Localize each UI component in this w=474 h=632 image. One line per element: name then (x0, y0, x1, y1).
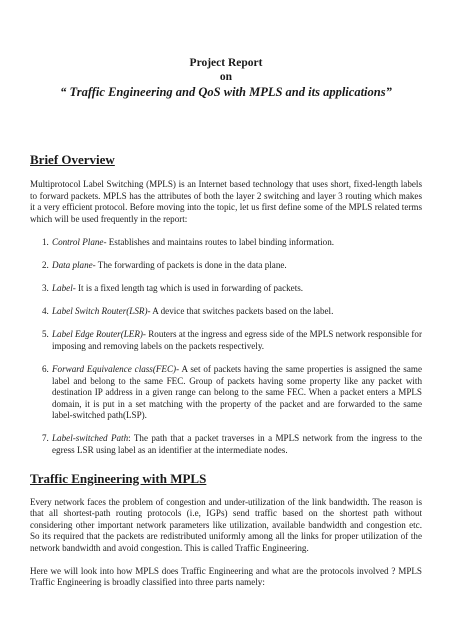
item-number: 3. (42, 283, 49, 294)
report-title: “ Traffic Engineering and QoS with MPLS and its applications” (60, 85, 392, 99)
item-number: 7. (42, 433, 49, 444)
mpls-te-paragraph: Here we will look into how MPLS does Traffic Engineering and what are the protocols involved ? MPLS Traffic Engineering is broadly classified into three parts namely: (30, 565, 422, 588)
item-number: 5. (42, 329, 49, 340)
item-number: 4. (42, 306, 49, 317)
item-term: Label Edge Router(LER) (52, 329, 143, 340)
item-description: - A device that switches packets based on the label. (147, 306, 334, 317)
list-item (30, 283, 422, 295)
item-description: - Routers at the ingress and egress side of the MPLS network responsible for imposing and removing labels on the packets respectively. (52, 329, 422, 351)
traffic-engineering-paragraph: Every network faces the problem of congestion and under-utilization of the link bandwidth. The reason is that all shortest-path routing protocols (i.e, IGPs) send traffic based on the shortest path without considering other important network parameters like utilization, available bandwidth and congestion etc. So its required that the packets are redistributed uniformly among all the links for proper utilization of the network bandwidth and avoid congestion. This is called Traffic Engineering. (30, 496, 422, 553)
item-term: Data plane (52, 259, 93, 270)
item-description: : The path that a packet traverses in a MPLS network from the ingress to the egress LSR using label as an identifier at the intermediate nodes. (52, 433, 423, 455)
report-on: on (219, 71, 233, 83)
list-item (30, 433, 422, 456)
item-description: - Establishes and maintains routes to label binding information. (103, 236, 335, 247)
item-number: 6. (42, 363, 49, 374)
section-heading-brief-overview: Brief Overview (30, 152, 115, 167)
item-term: Label (52, 283, 73, 294)
item-description: - A set of packets having the same properties is assigned the same label and belong to the same FEC. Group of packets having some property like any packet with destination IP address in a given range can belong to the same FEC. When a packet enters a MPLS domain, it is put in a set matching with the property of the packet and are forwarded to the same label-switched path(LSP). (52, 363, 422, 421)
item-term: Forward Equivalence class(FEC) (52, 363, 177, 374)
item-description: - It is a fixed length tag which is used in forwarding of packets. (72, 283, 304, 294)
list-item (30, 329, 422, 352)
list-item (30, 237, 422, 249)
item-term: Label-switched Path (52, 433, 129, 444)
item-description: - The forwarding of packets is done in the data plane. (92, 259, 287, 270)
item-number: 1. (42, 236, 49, 247)
intro-paragraph: Multiprotocol Label Switching (MPLS) is an Internet based technology that uses short, fixed-length labels to forward packets. MPLS has the attributes of both the layer 2 switching and layer 3 routing which makes it a very efficient protocol. Before moving into the topic, let us first define some of the MPLS related terms which will be used frequently in the report: (30, 179, 422, 224)
item-term: Control Plane (52, 236, 104, 247)
terms-list (30, 237, 422, 457)
item-number: 2. (42, 259, 49, 270)
item-term: Label Switch Router(LSR) (52, 306, 148, 317)
report-label: Project Report (189, 57, 263, 69)
list-item (30, 260, 422, 272)
section-heading-traffic-engineering: Traffic Engineering with MPLS (30, 470, 207, 486)
list-item (30, 306, 422, 318)
list-item (30, 364, 422, 422)
